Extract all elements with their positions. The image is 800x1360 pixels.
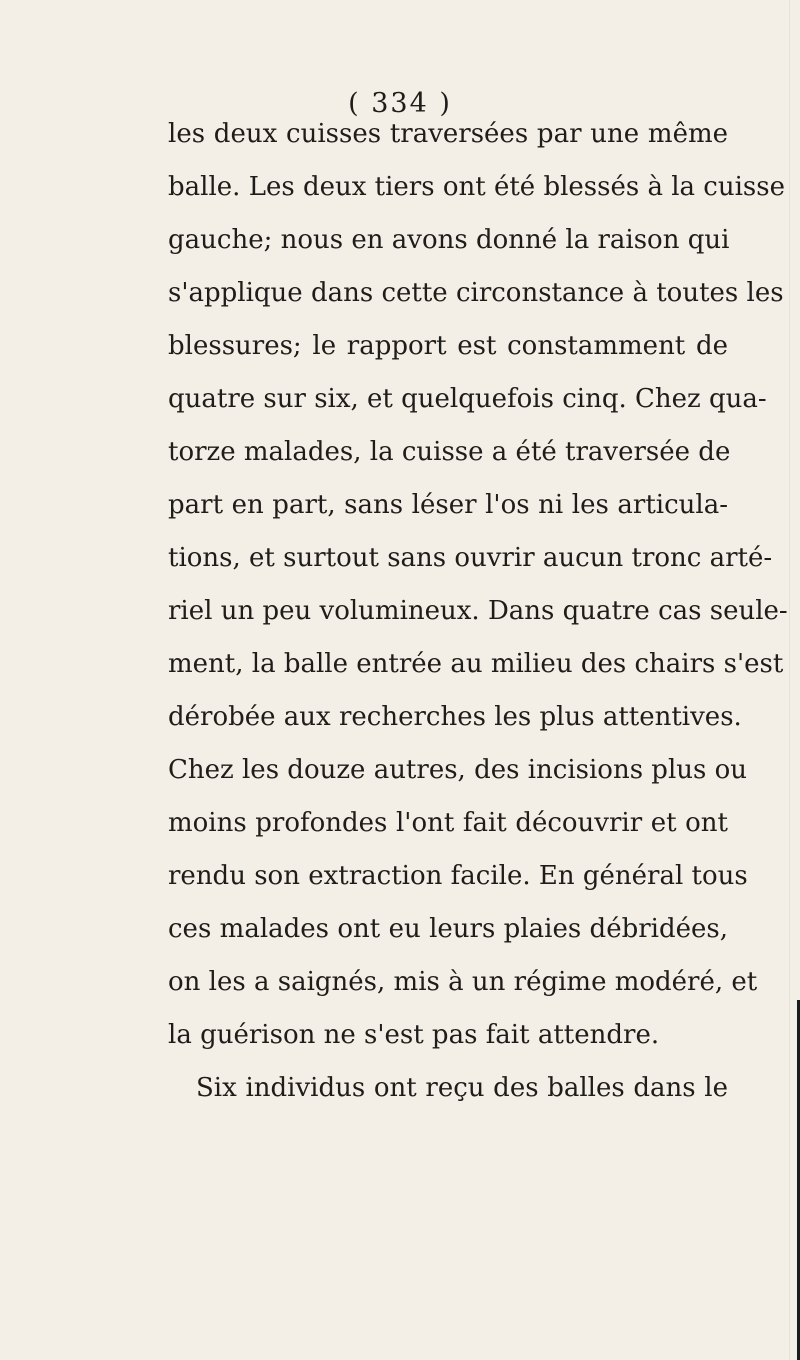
text-line: riel un peu volumineux. Dans quatre cas seule-: [168, 596, 788, 626]
text-line: blessures; le rapport est constamment de: [168, 331, 728, 361]
text-line: dérobée aux recherches les plus attentives.: [168, 702, 742, 732]
text-line: les deux cuisses traversées par une même: [168, 119, 728, 149]
page-fold-shadow: [789, 0, 790, 1360]
text-line: balle. Les deux tiers ont été blessés à la cuisse: [168, 172, 786, 202]
text-line: on les a saignés, mis à un régime modéré, et: [168, 967, 758, 997]
body-text: [168, 108, 788, 1115]
text-line: torze malades, la cuisse a été traversée de: [168, 437, 731, 467]
text-line: part en part, sans léser l'os ni les articula-: [168, 490, 728, 520]
text-line: ment, la balle entrée au milieu des chairs s'est: [168, 649, 784, 679]
text-line: ces malades ont eu leurs plaies débridées,: [168, 914, 728, 944]
text-line: Six individus ont reçu des balles dans le: [196, 1073, 728, 1103]
text-line: rendu son extraction facile. En général tous: [168, 861, 748, 891]
text-line: quatre sur six, et quelquefois cinq. Chez qua-: [168, 384, 767, 414]
page-number: ( 334 ): [348, 88, 452, 119]
text-line: s'applique dans cette circonstance à toutes les: [168, 278, 784, 308]
text-line: la guérison ne s'est pas fait attendre.: [168, 1020, 660, 1050]
text-line: moins profondes l'ont fait découvrir et ont: [168, 808, 728, 838]
text-line: Chez les douze autres, des incisions plus ou: [168, 755, 748, 785]
text-line: gauche; nous en avons donné la raison qui: [168, 225, 730, 255]
text-line: tions, et surtout sans ouvrir aucun tronc arté-: [168, 543, 773, 573]
